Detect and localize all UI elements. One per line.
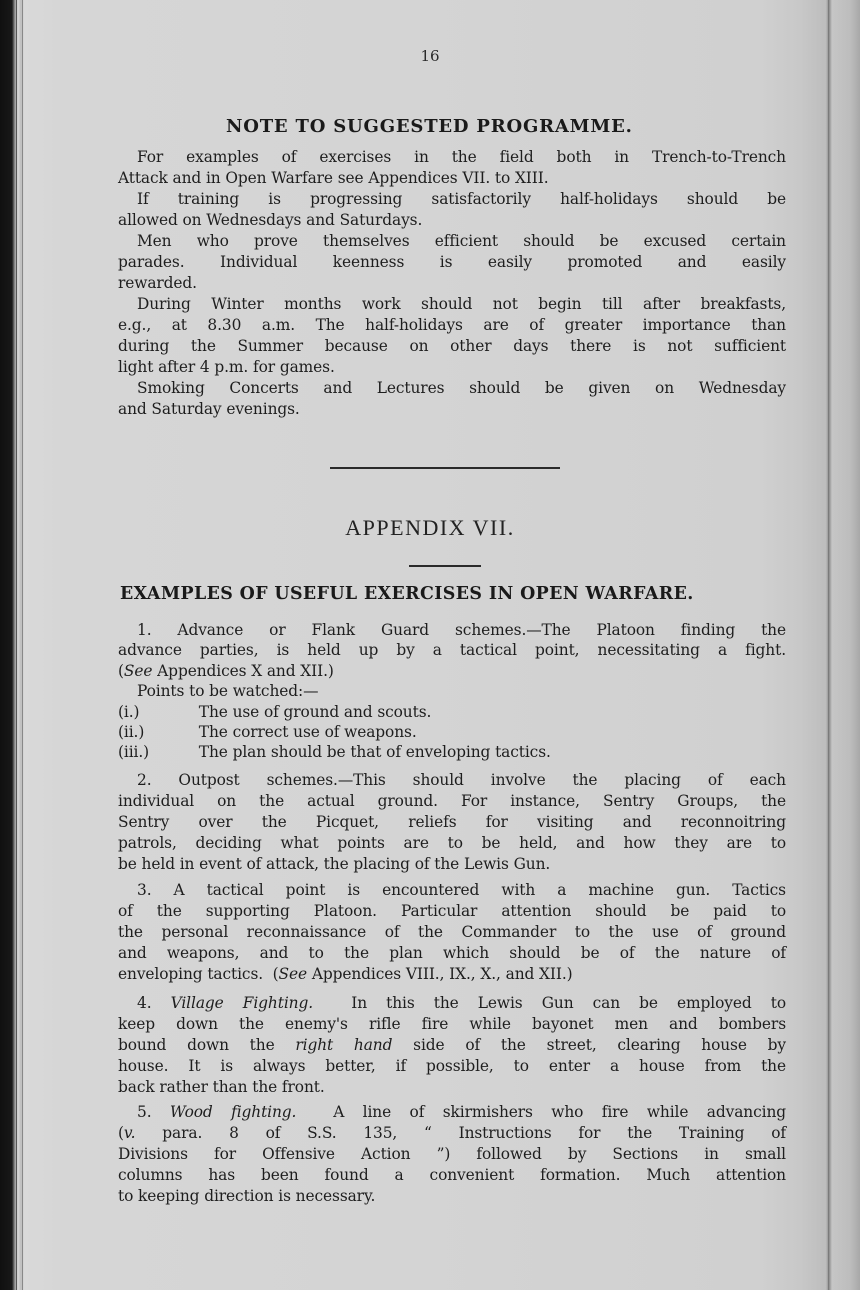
item-line: advance parties, is held up by a tactical point, necessitating a fight.	[118, 641, 786, 659]
see-word: See	[123, 662, 153, 680]
item-line: and weapons, and to the plan which should be of the nature of	[118, 944, 786, 962]
note-line: For examples of exercises in the field both in Trench-to-Trench	[137, 148, 786, 166]
binding-edge	[16, 0, 17, 1290]
page-edge	[828, 0, 829, 1290]
item-line	[118, 662, 786, 680]
note-line: e.g., at 8.30 a.m. The half-holidays are of greater importance than	[118, 316, 786, 334]
item-line: to keeping direction is necessary.	[118, 1187, 376, 1205]
appendix-subtitle: EXAMPLES OF USEFUL EXERCISES IN OPEN WARFARE.	[120, 584, 694, 604]
see-word: See	[278, 965, 308, 983]
paren: (	[118, 1124, 124, 1142]
item-line: patrols, deciding what points are to be held, and how they are to	[118, 834, 786, 852]
emphasis: right hand	[295, 1036, 393, 1054]
item-text: enveloping tactics.	[118, 965, 264, 983]
points-label: Points to be watched:—	[137, 682, 319, 700]
point-text: The use of ground and scouts.	[198, 703, 432, 721]
item-line: 3. A tactical point is encountered with a machine gun. Tactics	[137, 881, 786, 899]
item-line: of the supporting Platoon. Particular attention should be paid to	[118, 902, 786, 920]
binding-edge-inner	[22, 0, 23, 1290]
note-line: Men who prove themselves efficient should be excused certain	[137, 232, 786, 250]
item-text: side of the street, clearing house by	[413, 1036, 787, 1054]
note-title: NOTE TO SUGGESTED PROGRAMME.	[226, 116, 633, 137]
appendix-ref: Appendices VIII., IX., X., and XII.)	[311, 965, 573, 983]
item-line: the personal reconnaissance of the Commander to the use of ground	[118, 923, 786, 941]
appendix-ref: Appendices X and XII.)	[157, 662, 334, 680]
item-line: 1. Advance or Flank Guard schemes.—The Platoon finding the	[137, 621, 786, 639]
item-line	[118, 1036, 786, 1054]
item-text: para. 8 of S.S. 135, “ Instructions for the Training of	[162, 1124, 787, 1142]
note-line: If training is progressing satisfactorily half-holidays should be	[137, 190, 786, 208]
note-line: allowed on Wednesdays and Saturdays.	[118, 211, 423, 229]
item-line: columns has been found a convenient formation. Much attention	[118, 1166, 786, 1184]
item-line	[118, 994, 786, 1012]
item-line: house. It is always better, if possible, to enter a house from the	[118, 1057, 786, 1075]
item-text: bound down the	[118, 1036, 275, 1054]
point-text: The correct use of weapons.	[198, 723, 417, 741]
note-line: rewarded.	[118, 274, 197, 292]
item-line: back rather than the front.	[118, 1078, 325, 1096]
item-title: Wood fighting.	[169, 1103, 297, 1121]
item-line: Divisions for Offensive Action ”) followed by Sections in small	[118, 1145, 786, 1163]
note-line: parades. Individual keenness is easily promoted and easily	[118, 253, 786, 271]
item-line: individual on the actual ground. For instance, Sentry Groups, the	[118, 792, 786, 810]
item-line	[118, 965, 786, 983]
note-line: During Winter months work should not begin till after breakfasts,	[137, 295, 786, 313]
appendix-title: APPENDIX VII.	[345, 515, 515, 540]
item-line: be held in event of attack, the placing of the Lewis Gun.	[118, 855, 551, 873]
section-divider	[330, 467, 560, 469]
point-item	[118, 743, 786, 761]
emphasis: v.	[123, 1124, 136, 1142]
item-line	[118, 1124, 786, 1142]
point-item	[118, 723, 786, 741]
item-line: 2. Outpost schemes.—This should involve the placing of each	[137, 771, 786, 789]
paren: (	[118, 662, 124, 680]
point-text: The plan should be that of enveloping tactics.	[198, 743, 551, 761]
item-number: 4.	[137, 994, 152, 1012]
note-line: Attack and in Open Warfare see Appendices VII. to XIII.	[118, 169, 549, 187]
point-number: (ii.)	[118, 723, 145, 741]
title-divider	[409, 565, 481, 567]
note-line: Smoking Concerts and Lectures should be given on Wednesday	[137, 379, 786, 397]
item-line	[118, 1103, 786, 1121]
paren: (	[272, 965, 279, 983]
point-number: (i.)	[118, 703, 140, 721]
point-item	[118, 703, 786, 721]
page-number: 16	[420, 47, 440, 65]
item-text: In this the Lewis Gun can be employed to	[351, 994, 786, 1012]
item-line: Sentry over the Picquet, reliefs for visiting and reconnoitring	[118, 813, 786, 831]
note-line: and Saturday evenings.	[118, 400, 300, 418]
point-number: (iii.)	[118, 743, 150, 761]
note-line: during the Summer because on other days there is not sufficient	[118, 337, 786, 355]
note-line: light after 4 p.m. for games.	[118, 358, 335, 376]
item-title: Village Fighting.	[170, 994, 313, 1012]
item-text: A line of skirmishers who fire while advancing	[333, 1103, 787, 1121]
item-number: 5.	[137, 1103, 152, 1121]
item-line: keep down the enemy's rifle fire while bayonet men and bombers	[118, 1015, 786, 1033]
